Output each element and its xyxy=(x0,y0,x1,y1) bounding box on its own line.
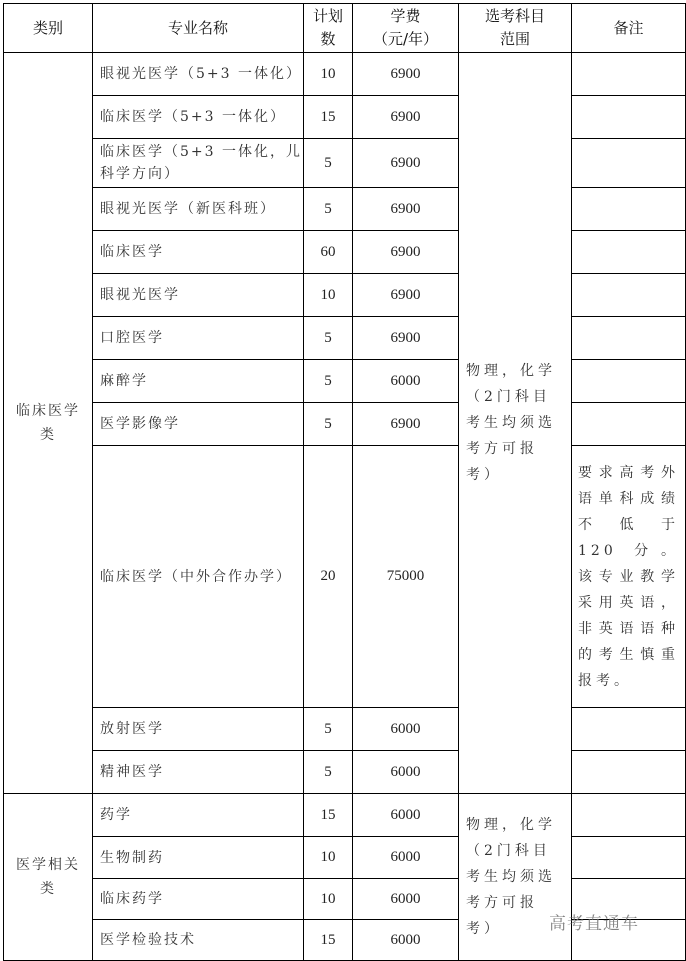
tuition-fee: 6900 xyxy=(353,231,459,274)
remark-cell xyxy=(572,403,686,446)
tuition-fee: 6000 xyxy=(353,920,459,961)
remark-cell xyxy=(572,360,686,403)
remark-cell xyxy=(572,139,686,188)
tuition-fee: 6900 xyxy=(353,53,459,96)
plan-count: 60 xyxy=(304,231,353,274)
header-remarks: 备注 xyxy=(572,4,686,53)
table-row xyxy=(4,96,686,139)
plan-count: 20 xyxy=(304,446,353,708)
table-row xyxy=(4,403,686,446)
plan-count: 5 xyxy=(304,708,353,751)
major-name: 临床医学（5+3 一体化，儿科学方向） xyxy=(93,139,304,188)
header-plan: 计划 数 xyxy=(304,4,353,53)
remark-cell xyxy=(572,274,686,317)
tuition-fee: 6900 xyxy=(353,274,459,317)
plan-count: 5 xyxy=(304,360,353,403)
major-name: 医学检验技术 xyxy=(93,920,304,961)
tuition-fee: 6000 xyxy=(353,751,459,794)
remark-cell: 要求高考外语单科成绩不低于 120 分。该专业教学采用英语，非英语语种的考生慎重报考。 xyxy=(572,446,686,708)
plan-count: 5 xyxy=(304,751,353,794)
plan-count: 15 xyxy=(304,920,353,961)
remark-cell xyxy=(572,794,686,837)
major-name: 临床医学 xyxy=(93,231,304,274)
major-name: 眼视光医学（5+3 一体化） xyxy=(93,53,304,96)
major-name: 眼视光医学（新医科班） xyxy=(93,188,304,231)
subject-requirement-cell: 物理，化学（2门科目考生均须选考方可报考） xyxy=(459,53,572,794)
major-name: 眼视光医学 xyxy=(93,274,304,317)
major-name: 临床药学 xyxy=(93,879,304,920)
major-name: 生物制药 xyxy=(93,837,304,879)
header-subjects: 选考科目 范围 xyxy=(459,4,572,53)
tuition-fee: 6000 xyxy=(353,708,459,751)
major-name: 放射医学 xyxy=(93,708,304,751)
table-row xyxy=(4,188,686,231)
plan-count: 15 xyxy=(304,96,353,139)
plan-count: 5 xyxy=(304,317,353,360)
plan-count: 15 xyxy=(304,794,353,837)
tuition-fee: 6000 xyxy=(353,360,459,403)
header-fee: 学费 （元/年） xyxy=(353,4,459,53)
remark-cell xyxy=(572,751,686,794)
header-category: 类别 xyxy=(4,4,93,53)
remark-cell xyxy=(572,317,686,360)
tuition-fee: 6900 xyxy=(353,403,459,446)
tuition-fee: 6000 xyxy=(353,837,459,879)
subject-requirement-cell: 物理，化学（2门科目考生均须选考方可报考） xyxy=(459,794,572,961)
category-cell: 医学相关 类 xyxy=(4,794,93,961)
header-major: 专业名称 xyxy=(93,4,304,53)
watermark-text: 高考直通车 xyxy=(549,914,639,934)
tuition-fee: 6900 xyxy=(353,96,459,139)
table-row xyxy=(4,837,686,879)
table-row xyxy=(4,794,686,837)
header-row xyxy=(4,4,686,53)
enrollment-plan-table xyxy=(3,3,686,961)
plan-count: 10 xyxy=(304,53,353,96)
tuition-fee: 6000 xyxy=(353,879,459,920)
plan-count: 10 xyxy=(304,879,353,920)
table-row xyxy=(4,446,686,708)
remark-cell xyxy=(572,188,686,231)
plan-count: 10 xyxy=(304,274,353,317)
table-row xyxy=(4,317,686,360)
plan-count: 10 xyxy=(304,837,353,879)
major-name: 临床医学（中外合作办学） xyxy=(93,446,304,708)
major-name: 口腔医学 xyxy=(93,317,304,360)
table-row xyxy=(4,231,686,274)
table-row xyxy=(4,751,686,794)
table-row xyxy=(4,53,686,96)
remark-cell xyxy=(572,96,686,139)
remark-cell xyxy=(572,837,686,879)
table-row xyxy=(4,139,686,188)
tuition-fee: 6000 xyxy=(353,794,459,837)
plan-count: 5 xyxy=(304,139,353,188)
major-name: 医学影像学 xyxy=(93,403,304,446)
tuition-fee: 6900 xyxy=(353,317,459,360)
category-cell: 临床医学 类 xyxy=(4,53,93,794)
table-row xyxy=(4,360,686,403)
tuition-fee: 6900 xyxy=(353,139,459,188)
major-name: 麻醉学 xyxy=(93,360,304,403)
remark-cell xyxy=(572,708,686,751)
plan-count: 5 xyxy=(304,188,353,231)
tuition-fee: 75000 xyxy=(353,446,459,708)
tuition-fee: 6900 xyxy=(353,188,459,231)
major-name: 药学 xyxy=(93,794,304,837)
table-row xyxy=(4,274,686,317)
major-name: 临床医学（5+3 一体化） xyxy=(93,96,304,139)
remark-cell xyxy=(572,53,686,96)
remark-cell xyxy=(572,231,686,274)
plan-count: 5 xyxy=(304,403,353,446)
major-name: 精神医学 xyxy=(93,751,304,794)
table-row xyxy=(4,708,686,751)
